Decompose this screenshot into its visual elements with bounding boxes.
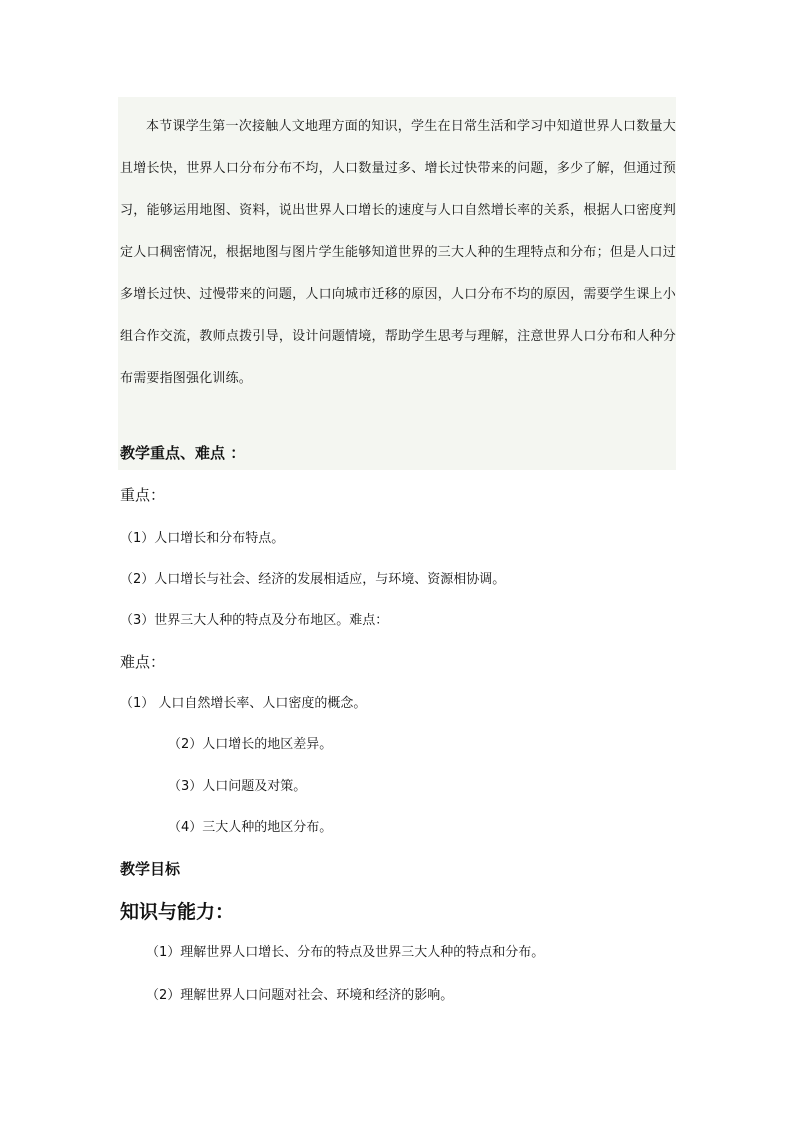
key-difficult-heading: 教学重点、难点 ： xyxy=(120,444,246,462)
difficult-point-2: （2）人口增长的地区差异。 xyxy=(168,737,333,752)
difficult-point-1: （1） 人口自然增长率、人口密度的概念。 xyxy=(120,696,367,711)
difficult-heading: 难点： xyxy=(120,653,166,671)
key-point-3: （3）世界三大人种的特点及分布地区。难点： xyxy=(120,613,389,628)
intro-paragraph: 本节课学生第一次接触人文地理方面的知识，学生在日常生活和学习中知道世界人口数量大且增长快，世界人口分布分布不均，人口数量过多、增长过快带来的问题，多少了解，但通过预习，能够运用地图、资料，说出世界人口增长的速度与人口自然增长率的关系，根据人口密度判定人口稠密情况，根据地图与图片学生能够知道世界的三大人种的生理特点和分布；但是人口过多增长过快、过慢带来的问题，人口向城市迁移的原因，人口分布不均的原因，需要学生课上小组合作交流，教师点拨引导，设计问题情境，帮助学生思考与理解，注意世界人口分布和人种分布需要指图强化训练。 xyxy=(120,119,676,386)
difficult-point-3: （3）人口问题及对策。 xyxy=(168,779,307,794)
knowledge-item-2: （2）理解世界人口问题对社会、环境和经济的影响。 xyxy=(146,988,454,1003)
knowledge-heading: 知识与能力： xyxy=(120,901,235,923)
key-points-heading: 重点： xyxy=(120,486,166,504)
key-point-2: （2）人口增长与社会、经济的发展相适应，与环境、资源相协调。 xyxy=(120,572,506,587)
key-point-1: （1）人口增长和分布特点。 xyxy=(120,531,285,546)
goals-heading: 教学目标 xyxy=(120,860,181,878)
difficult-point-4: （4）三大人种的地区分布。 xyxy=(168,820,333,835)
knowledge-item-1: （1）理解世界人口增长、分布的特点及世界三大人种的特点和分布。 xyxy=(146,945,545,960)
